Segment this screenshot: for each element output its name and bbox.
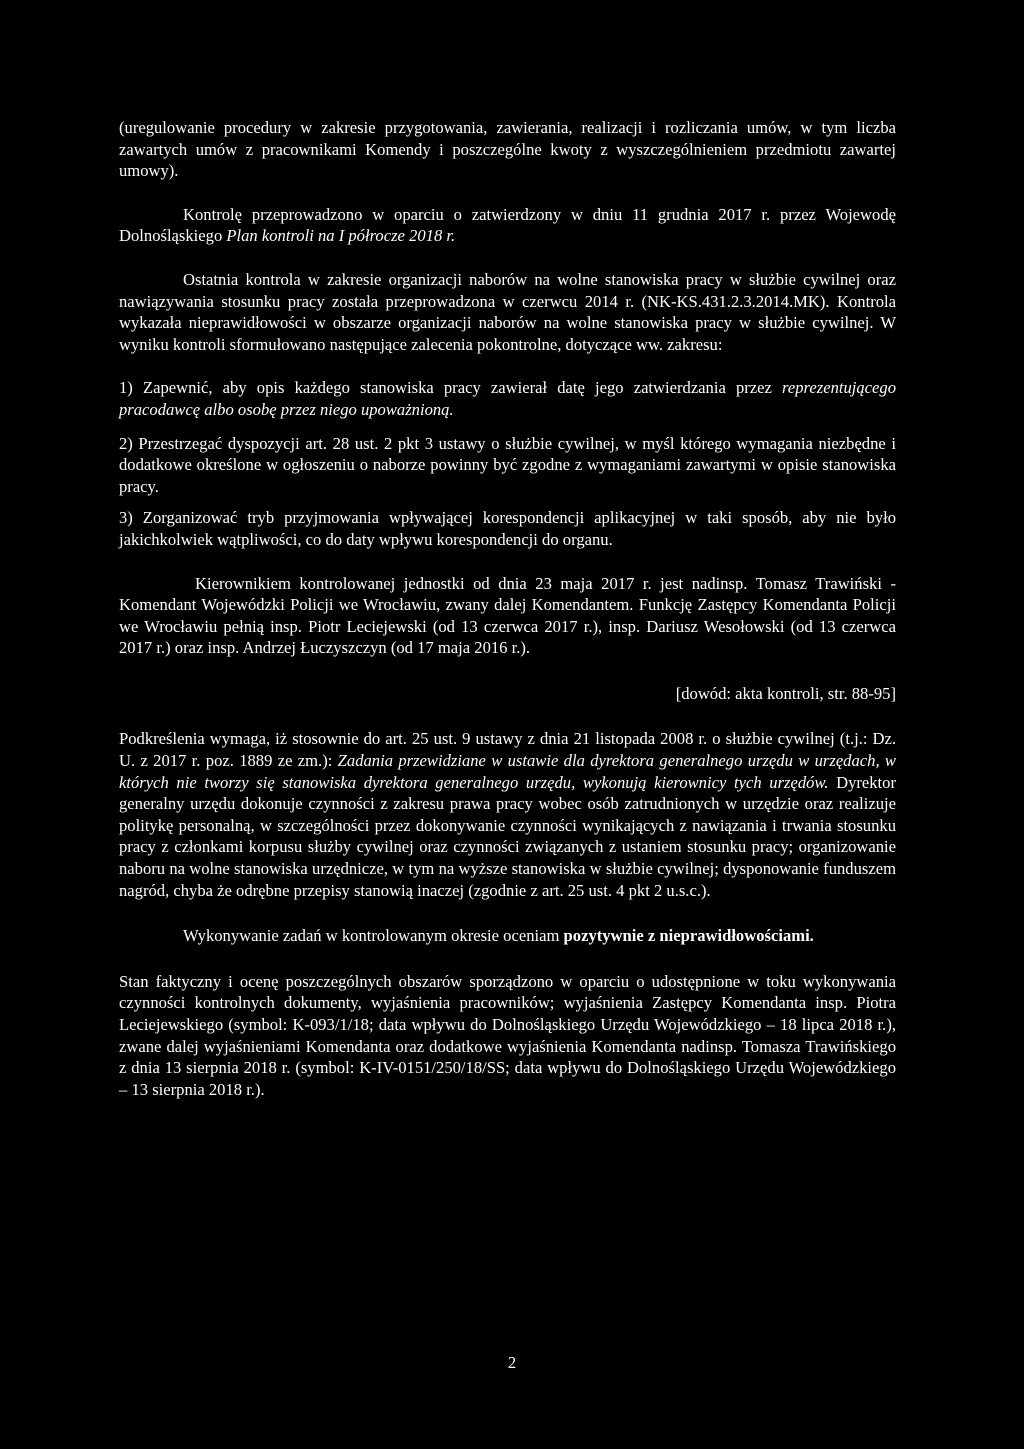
legal-quote: Zadania przewidziane w ustawie dla dyrektora generalnego urzędu w urzędach, w których nie tworzy się stanowiska dyrektora generalnego urzędu, wykonują kierownicy tych urzędów. (119, 751, 896, 792)
paragraph-unit-head: Kierownikiem kontrolowanej jednostki od dnia 23 maja 2017 r. jest nadinsp. Tomasz Trawiński - Komendant Wojewódzki Policji we Wrocławiu, zwany dalej Komendantem. Funkcję Zastępcy Komendanta Policji we Wrocławiu pełnią insp. Piotr Leciejewski (od 13 czerwca 2017 r.), insp. Dariusz Wesołowski (od 13 czerwca 2017 r.) oraz insp. Andrzej Łuczyszczyn (od 17 maja 2016 r.). (119, 573, 896, 658)
paragraph-sources: Stan faktyczny i ocenę poszczególnych obszarów sporządzono w oparciu o udostępnione w toku wykonywania czynności kontrolnych dokumenty, wyjaśnienia pracowników; wyjaśnienia Zastępcy Komendanta insp. Piotra Leciejewskiego (symbol: K-093/1/18; data wpływu do Dolnośląskiego Urzędu Wojewódzkiego – 18 lipca 2018 r.), zwane dalej wyjaśnieniami Komendanta oraz dodatkowe wyjaśnienia Komendanta nadinsp. Tomasza Trawińskiego z dnia 13 sierpnia 2018 r. (symbol: K-IV-0151/250/18/SS; data wpływu do Dolnośląskiego Urzędu Wojewódzkiego – 13 sierpnia 2018 r.). (119, 971, 896, 1099)
paragraph-legal-basis (119, 728, 896, 901)
recommendation-item-3: 3) Zorganizować tryb przyjmowania wpływającej korespondencji aplikacyjnej w taki sposób, aby nie było jakichkolwiek wątpliwości, co do daty wpływu korespondencji do organu. (119, 508, 896, 549)
assessment-text: Wykonywanie zadań w kontrolowanym okresie oceniam (183, 926, 564, 946)
recommendation-1-text: 1) Zapewnić, aby opis każdego stanowiska pracy zawierał datę jego zatwierdzania przez (119, 378, 783, 398)
control-plan-title: Plan kontroli na I półrocze 2018 r. (226, 226, 456, 246)
page-number: 2 (507, 1353, 517, 1372)
paragraph-scope: (uregulowanie procedury w zakresie przygotowania, zawierania, realizacji i rozliczania umów, w tym liczba zawartych umów z pracownikami Komendy i poszczególne kwoty z wyszczególnieniem przedmiotu zawartej umowy). (119, 118, 896, 181)
recommendation-item-2: 2) Przestrzegać dyspozycji art. 28 ust. 2 pkt 3 ustawy o służbie cywilnej, w myśl którego wymagania niezbędne i dodatkowe określone w ogłoszeniu o naborze powinny być zgodne z wymaganiami zawartymi w opisie stanowiska pracy. (119, 433, 896, 496)
recommendation-1-italic: reprezentującego pracodawcę albo osobę przez niego upoważnioną. (119, 378, 896, 419)
recommendation-item-1 (119, 377, 896, 420)
document-page (119, 117, 896, 1100)
legal-basis-continuation: Dyrektor generalny urzędu dokonuje czynności z zakresu prawa pracy wobec osób zatrudnionych w urzędzie oraz realizuje politykę personalną, w szczególności przez dokonywanie czynności wynikających z nawiązania i trwania stosunku pracy z członkami korpusu służby cywilnej oraz czynności związanych z ustaniem stosunku pracy; organizowanie naboru na wolne stanowiska urzędnicze, w tym na wyższe stanowiska w służbie cywilnej; dysponowanie funduszem nagród, chyba że odrębne przepisy stanowią inaczej (zgodnie z art. 25 ust. 4 pkt 2 u.s.c.). (119, 772, 896, 900)
legal-basis-text: Podkreślenia wymaga, iż stosownie do art. 25 ust. 9 ustawy z dnia 21 listopada 2008 r. o służbie cywilnej (t.j.: Dz. U. z 2017 r. poz. 1889 ze zm.): (119, 729, 896, 771)
assessment-result: pozytywnie z nieprawidłowościami. (563, 926, 814, 946)
evidence-reference: [dowód: akta kontroli, str. 88-95] (675, 683, 896, 703)
paragraph-previous-control: Ostatnia kontrola w zakresie organizacji naborów na wolne stanowiska pracy w służbie cywilnej oraz nawiązywania stosunku pracy została przeprowadzona w czerwcu 2014 r. (NK-KS.431.2.3.2014.MK). Kontrola wykazała nieprawidłowości w obszarze organizacji naborów na wolne stanowiska pracy w służbie cywilnej. W wyniku kontroli sformułowano następujące zalecenia pokontrolne, dotyczące ww. zakresu: (119, 269, 896, 354)
paragraph-assessment (119, 925, 896, 947)
control-basis-text: Kontrolę przeprowadzono w oparciu o zatwierdzony w dniu 11 grudnia 2017 r. przez Wojewodę Dolnośląskiego (119, 204, 896, 246)
paragraph-control-basis (119, 204, 896, 247)
